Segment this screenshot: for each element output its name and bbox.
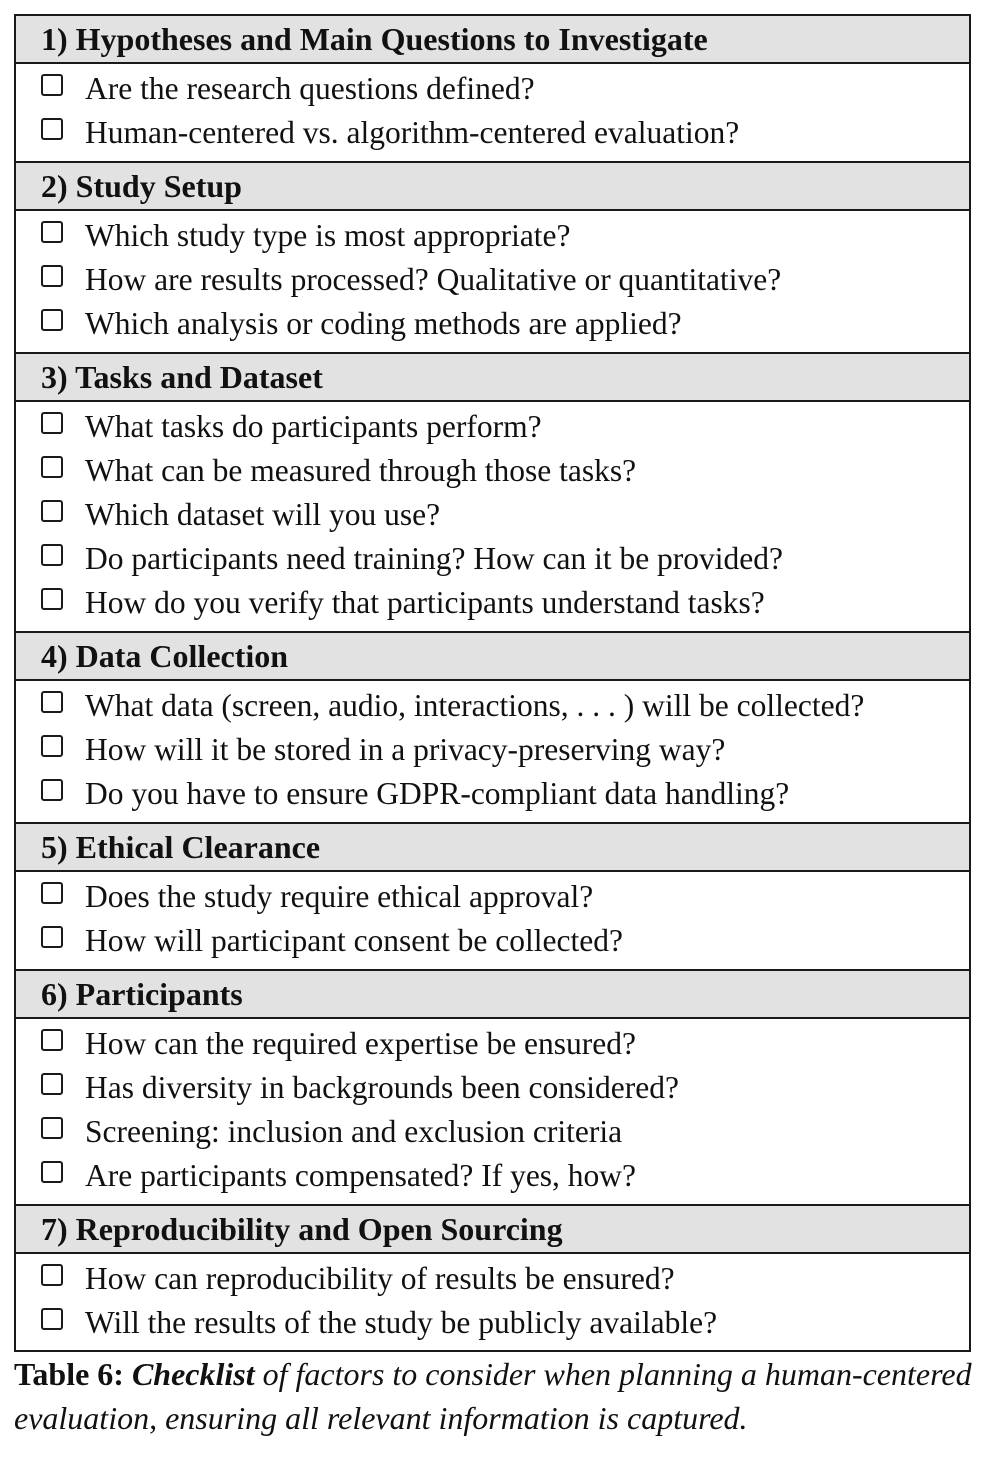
- checkbox-icon[interactable]: [41, 735, 63, 757]
- section-title: 6) Participants: [16, 971, 969, 1019]
- checklist-item: [16, 302, 969, 346]
- item-label: How will it be stored in a privacy-preserving way?: [85, 732, 726, 767]
- caption-label: Table 6:: [14, 1356, 124, 1392]
- checkbox-icon[interactable]: [41, 74, 63, 96]
- section-data-collection: [16, 633, 969, 824]
- checklist-item: [16, 67, 969, 111]
- section-title: 3) Tasks and Dataset: [16, 354, 969, 402]
- item-label: What can be measured through those tasks?: [85, 453, 637, 488]
- item-label: Do you have to ensure GDPR-compliant data handling?: [85, 776, 790, 811]
- section-items: [16, 64, 969, 163]
- checklist-item: [16, 214, 969, 258]
- section-reproducibility: [16, 1206, 969, 1350]
- checkbox-icon[interactable]: [41, 926, 63, 948]
- checklist-item: [16, 1066, 969, 1110]
- checkbox-icon[interactable]: [41, 1264, 63, 1286]
- section-items: [16, 1254, 969, 1350]
- checkbox-icon[interactable]: [41, 118, 63, 140]
- item-label: Human-centered vs. algorithm-centered evaluation?: [85, 115, 740, 150]
- section-title: 4) Data Collection: [16, 633, 969, 681]
- checkbox-icon[interactable]: [41, 1161, 63, 1183]
- section-hypotheses: [16, 16, 969, 163]
- item-label: Which dataset will you use?: [85, 497, 441, 532]
- checklist-item: [16, 449, 969, 493]
- item-label: Which study type is most appropriate?: [85, 218, 571, 253]
- checkbox-icon[interactable]: [41, 588, 63, 610]
- checkbox-icon[interactable]: [41, 1117, 63, 1139]
- item-label: How are results processed? Qualitative or quantitative?: [85, 262, 782, 297]
- checkbox-icon[interactable]: [41, 1308, 63, 1330]
- section-title: 7) Reproducibility and Open Sourcing: [16, 1206, 969, 1254]
- checkbox-icon[interactable]: [41, 500, 63, 522]
- checklist-item: [16, 684, 969, 728]
- section-ethical-clearance: [16, 824, 969, 971]
- section-items: [16, 872, 969, 971]
- checklist-item: [16, 111, 969, 155]
- checklist-table: [14, 14, 971, 1352]
- checkbox-icon[interactable]: [41, 1029, 63, 1051]
- checklist-item: [16, 537, 969, 581]
- section-items: [16, 1019, 969, 1206]
- item-label: What data (screen, audio, interactions, . . . ) will be collected?: [85, 688, 865, 723]
- item-label: What tasks do participants perform?: [85, 409, 542, 444]
- item-label: Has diversity in backgrounds been considered?: [85, 1070, 679, 1105]
- section-title: 2) Study Setup: [16, 163, 969, 211]
- item-label: Are the research questions defined?: [85, 71, 535, 106]
- checkbox-icon[interactable]: [41, 882, 63, 904]
- checklist-item: [16, 1110, 969, 1154]
- checklist-item: [16, 1301, 969, 1345]
- checklist-item: [16, 258, 969, 302]
- checklist-item: [16, 772, 969, 816]
- table-caption: [14, 1352, 976, 1440]
- item-label: Do participants need training? How can it be provided?: [85, 541, 784, 576]
- checklist-item: [16, 919, 969, 963]
- checkbox-icon[interactable]: [41, 412, 63, 434]
- item-label: Screening: inclusion and exclusion criteria: [85, 1114, 623, 1149]
- caption-keyword: Checklist: [131, 1356, 255, 1392]
- checklist-item: [16, 1154, 969, 1198]
- checklist-item: [16, 493, 969, 537]
- item-label: How will participant consent be collected?: [85, 923, 623, 958]
- checkbox-icon[interactable]: [41, 544, 63, 566]
- checkbox-icon[interactable]: [41, 456, 63, 478]
- section-items: [16, 681, 969, 824]
- caption-text: of factors to consider when planning a human-centered evaluation, ensuring all relevant information is captured.: [14, 1356, 972, 1436]
- section-tasks-dataset: [16, 354, 969, 633]
- item-label: How can reproducibility of results be ensured?: [85, 1261, 675, 1296]
- checklist-item: [16, 581, 969, 625]
- checklist-item: [16, 728, 969, 772]
- section-items: [16, 402, 969, 633]
- section-title: 5) Ethical Clearance: [16, 824, 969, 872]
- checklist-item: [16, 1022, 969, 1066]
- item-label: Are participants compensated? If yes, how?: [85, 1158, 637, 1193]
- checklist-item: [16, 405, 969, 449]
- checkbox-icon[interactable]: [41, 1073, 63, 1095]
- checkbox-icon[interactable]: [41, 779, 63, 801]
- checkbox-icon[interactable]: [41, 309, 63, 331]
- item-label: How can the required expertise be ensured?: [85, 1026, 637, 1061]
- checkbox-icon[interactable]: [41, 221, 63, 243]
- section-items: [16, 211, 969, 354]
- checklist-item: [16, 875, 969, 919]
- checklist-item: [16, 1257, 969, 1301]
- section-title: 1) Hypotheses and Main Questions to Investigate: [16, 16, 969, 64]
- checkbox-icon[interactable]: [41, 265, 63, 287]
- section-study-setup: [16, 163, 969, 354]
- item-label: Will the results of the study be publicly available?: [85, 1305, 718, 1340]
- item-label: Does the study require ethical approval?: [85, 879, 594, 914]
- section-participants: [16, 971, 969, 1206]
- checkbox-icon[interactable]: [41, 691, 63, 713]
- item-label: Which analysis or coding methods are applied?: [85, 306, 682, 341]
- item-label: How do you verify that participants understand tasks?: [85, 585, 765, 620]
